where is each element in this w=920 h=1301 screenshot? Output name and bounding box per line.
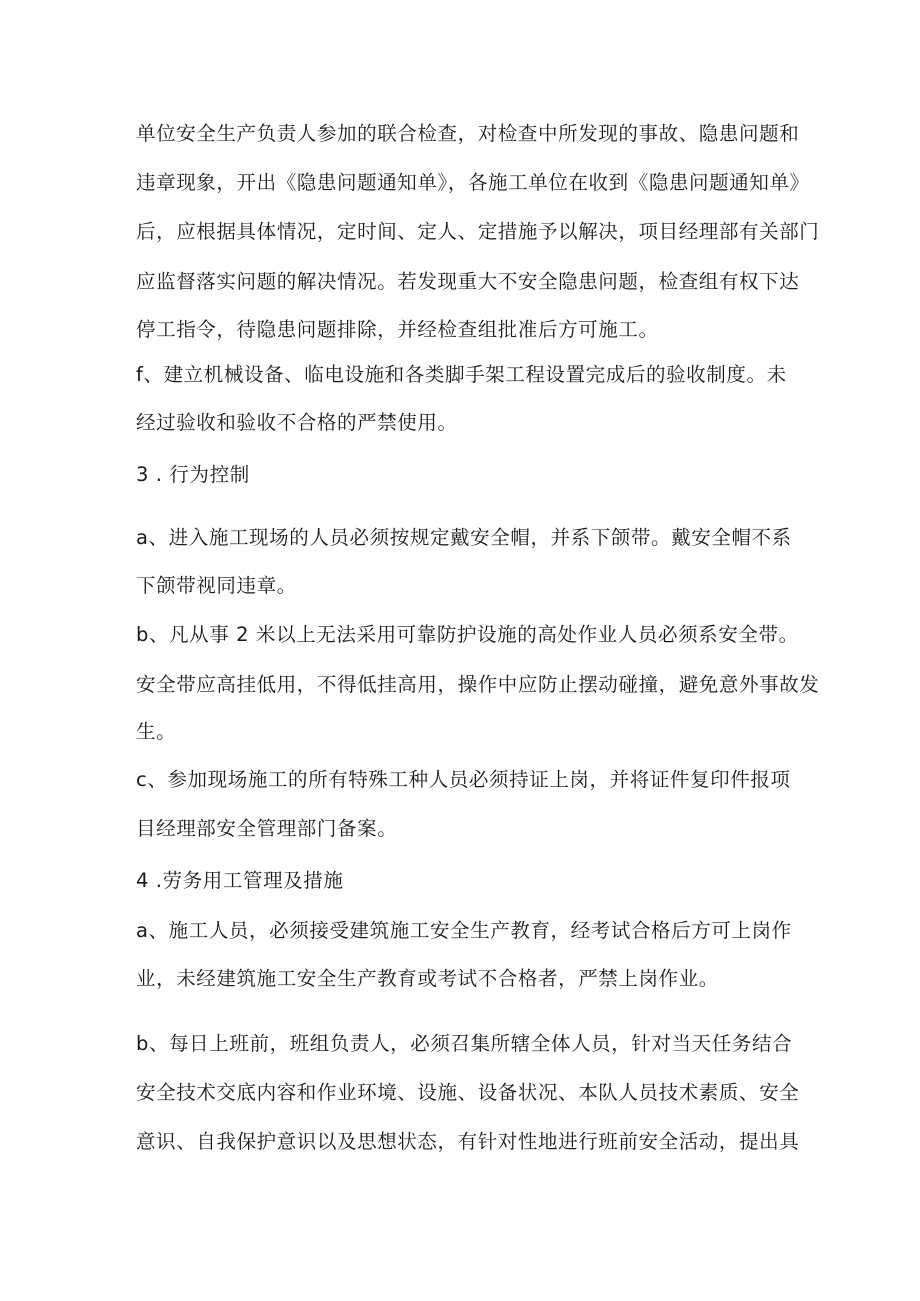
section-heading: 3 . 行为控制	[136, 463, 250, 486]
text-line: a、进入施工现场的人员必须按规定戴安全帽，并系下颌带。戴安全帽不系	[136, 526, 792, 549]
text-line: 安全带应高挂低用，不得低挂高用，操作中应防止摆动碰撞，避免意外事故发	[136, 673, 820, 696]
text-line: 业，未经建筑施工安全生产教育或考试不合格者，严禁上岗作业。	[136, 967, 719, 990]
text-line: f、建立机械设备、临电设施和各类脚手架工程设置完成后的验收制度。未	[136, 363, 787, 386]
text-line: 后，应根据具体情况，定时间、定人、定措施予以解决，项目经理部有关部门	[136, 220, 820, 243]
text-line: 经过验收和验收不合格的严禁使用。	[136, 411, 458, 434]
text-line: 下颌带视同违章。	[136, 574, 297, 597]
section-heading: 4 .劳务用工管理及措施	[136, 869, 344, 892]
text-line: 应监督落实问题的解决情况。若发现重大不安全隐患问题，检查组有权下达	[136, 270, 800, 293]
text-line: c、参加现场施工的所有特殊工种人员必须持证上岗，并将证件复印件报项	[136, 768, 791, 791]
text-line: 停工指令，待隐患问题排除，并经检查组批准后方可施工。	[136, 318, 659, 341]
text-line: 意识、自我保护意识以及思想状态，有针对性地进行班前安全活动，提出具	[136, 1130, 800, 1153]
text-line: b、凡从事 2 米以上无法采用可靠防护设施的高处作业人员必须系安全带。	[136, 623, 799, 646]
text-line: 单位安全生产负责人参加的联合检查，对检查中所发现的事故、隐患问题和	[136, 122, 800, 145]
text-line: a、施工人员，必须接受建筑施工安全生产教育，经考试合格后方可上岗作	[136, 919, 792, 942]
text-line: 安全技术交底内容和作业环境、设施、设备状况、本队人员技术素质、安全	[136, 1081, 800, 1104]
text-line: 目经理部安全管理部门备案。	[136, 817, 398, 840]
text-line: 生。	[136, 720, 177, 743]
text-line: b、每日上班前，班组负责人，必须召集所辖全体人员，针对当天任务结合	[136, 1032, 793, 1055]
text-line: 违章现象，开出《隐患问题通知单》，各施工单位在收到《隐患问题通知单》	[136, 171, 810, 194]
